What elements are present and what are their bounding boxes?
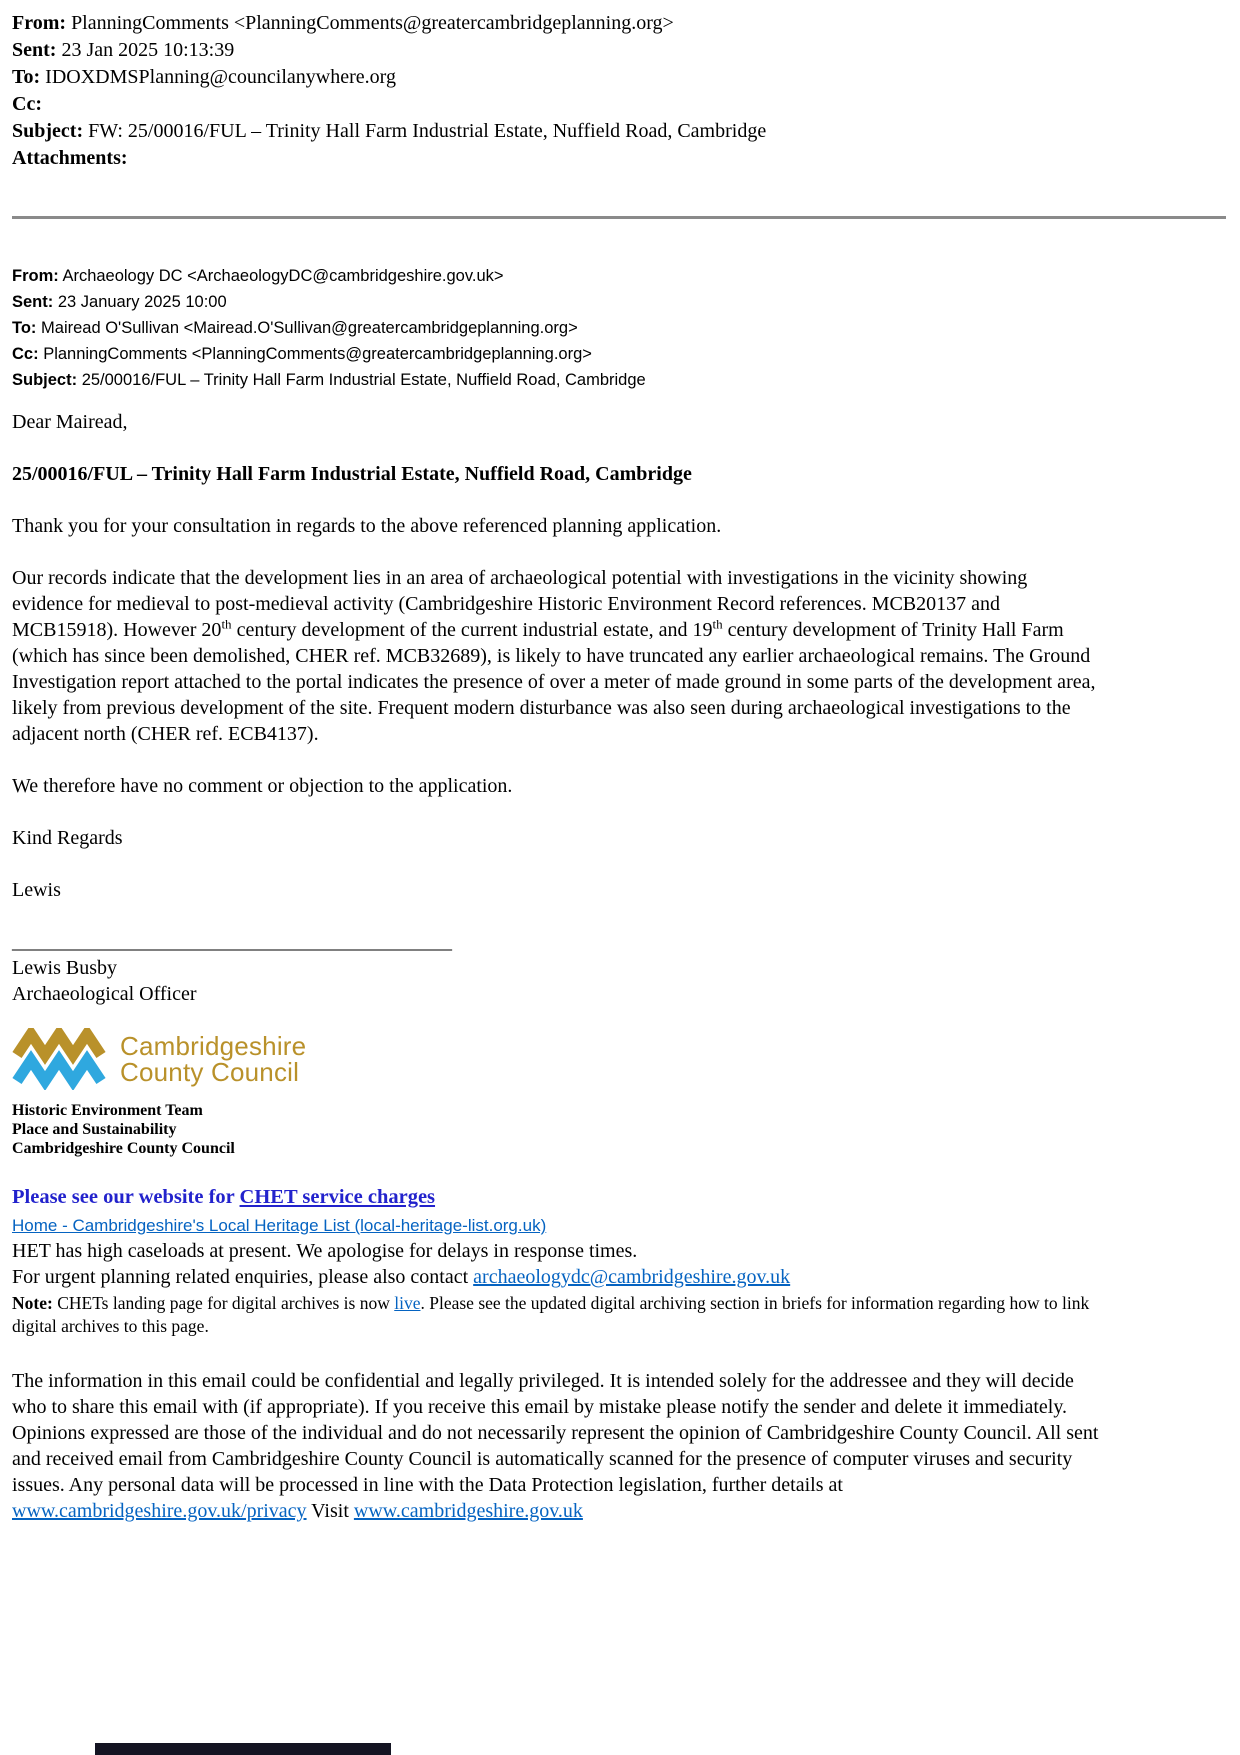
signature-first-name: Lewis <box>12 879 61 901</box>
signature-organisation: Cambridgeshire County Council <box>12 1140 235 1157</box>
inner-to-line <box>12 315 1226 341</box>
paragraph-records-text: century development of Trinity Hall Farm (which has since been demolished, CHER ref. MCB32689), is likely to have truncated any earlier archaeological remains. The Ground Investigation report attached to the portal indicates the presence of over a meter of made ground in some parts of the development area, likely from previous development of the site. Frequent modern disturbance was also seen during archaeological investigations to the adjacent north (CHER ref. ECB4137). <box>12 619 1096 745</box>
website-charges-line <box>12 1184 1102 1210</box>
urgent-prefix-text: For urgent planning related enquiries, please also contact <box>12 1266 469 1288</box>
closing: Kind Regards <box>12 827 123 849</box>
local-heritage-list-link[interactable]: Home - Cambridgeshire's Local Heritage List (local-heritage-list.org.uk) <box>12 1216 547 1235</box>
signature-title: Archaeological Officer <box>12 983 197 1005</box>
forwarded-email-header <box>12 10 1226 172</box>
signature-team: Historic Environment Team <box>12 1102 203 1119</box>
subject-value: 25/00016/FUL – Trinity Hall Farm Industrial Estate, Nuffield Road, Cambridge <box>81 371 646 389</box>
inner-from-line <box>12 263 1226 289</box>
caseloads-notice: HET has high caseloads at present. We apologise for delays in response times. <box>12 1240 638 1262</box>
inner-cc-line <box>12 341 1226 367</box>
paragraph-records-text: Our records indicate that the development lies in an area of archaeological potential with investigations in the vicinity showing evidence for medieval to post-medieval activity (Cambridgeshire Historic Environment Record references. MCB20137 and MCB15918). However 20 <box>12 567 1028 641</box>
superscript-th: th <box>712 616 723 632</box>
from-value: PlanningComments <PlanningComments@greatercambridgeplanning.org> <box>71 12 674 34</box>
from-label: From: <box>12 267 59 285</box>
outer-to-line <box>12 64 1226 91</box>
outer-from-line <box>12 10 1226 37</box>
disclaimer-text: The information in this email could be confidential and legally privileged. It is intended solely for the addressee and they will decide who to share this email with (if appropriate). If you receive this email by mistake please notify the sender and delete it immediately. Opinions expressed are those of the individual and do not necessarily represent the opinion of Cambridgeshire County Council. All sent and received email from Cambridgeshire County Council is automatically scanned for the presence of computer viruses and security issues. Any personal data will be processed in line with the Data Protection legislation, further details at <box>12 1370 1099 1496</box>
cropped-image-fragment <box>95 1743 391 1755</box>
to-label: To: <box>12 319 37 337</box>
logo-waves-icon <box>12 1028 108 1090</box>
from-value: Archaeology DC <ArchaeologyDC@cambridgeshire.gov.uk> <box>62 267 504 285</box>
digital-archives-note <box>12 1292 1102 1338</box>
paragraph-thanks: Thank you for your consultation in regards to the above referenced planning application. <box>12 515 722 537</box>
email-body <box>12 409 1102 1007</box>
archaeologydc-email-link[interactable]: archaeologydc@cambridgeshire.gov.uk <box>473 1266 791 1288</box>
to-value: Mairead O'Sullivan <Mairead.O'Sullivan@greatercambridgeplanning.org> <box>41 319 578 337</box>
inner-sent-line <box>12 289 1226 315</box>
subject-label: Subject: <box>12 120 84 142</box>
urgent-enquiries-line <box>12 1264 1102 1290</box>
cc-label: Cc: <box>12 345 39 363</box>
paragraph-no-objection: We therefore have no comment or objection to the application. <box>12 775 513 797</box>
heritage-list-line <box>12 1213 1102 1238</box>
note-label: Note: <box>12 1293 53 1313</box>
attachments-label: Attachments: <box>12 147 128 169</box>
to-value: IDOXDMSPlanning@councilanywhere.org <box>45 66 396 88</box>
outer-sent-line <box>12 37 1226 64</box>
live-link[interactable]: live <box>394 1293 421 1313</box>
disclaimer-text: Visit <box>306 1500 354 1522</box>
sent-label: Sent: <box>12 293 54 311</box>
subject-label: Subject: <box>12 371 78 389</box>
legal-disclaimer <box>12 1368 1104 1524</box>
county-council-logo <box>12 1027 1226 1091</box>
logo-text-line2: County Council <box>120 1057 300 1087</box>
website-prefix-text: Please see our website for <box>12 1186 235 1208</box>
logo-text-line1: Cambridgeshire <box>120 1031 307 1061</box>
council-website-link[interactable]: www.cambridgeshire.gov.uk <box>353 1500 583 1522</box>
cc-value: PlanningComments <PlanningComments@greatercambridgeplanning.org> <box>43 345 592 363</box>
sent-label: Sent: <box>12 39 57 61</box>
superscript-th: th <box>221 616 232 632</box>
subject-value: FW: 25/00016/FUL – Trinity Hall Farm Industrial Estate, Nuffield Road, Cambridge <box>88 120 767 142</box>
cc-label: Cc: <box>12 93 42 115</box>
outer-cc-line <box>12 91 1226 118</box>
original-email-header <box>12 263 1226 393</box>
chet-service-charges-link[interactable]: CHET service charges <box>239 1186 436 1208</box>
note-text: . Please see the updated digital archiving section in briefs for information regarding how to link digital archives to this page. <box>12 1293 1090 1336</box>
subject-heading: 25/00016/FUL – Trinity Hall Farm Industrial Estate, Nuffield Road, Cambridge <box>12 463 692 485</box>
header-divider-rule <box>12 216 1226 219</box>
signature-block <box>12 1101 1226 1158</box>
privacy-policy-link[interactable]: www.cambridgeshire.gov.uk/privacy <box>12 1500 307 1522</box>
paragraph-records <box>12 565 1102 747</box>
signature-divider: ____________________________________________ <box>12 931 452 953</box>
from-label: From: <box>12 12 67 34</box>
links-section <box>12 1184 1102 1338</box>
note-text: CHETs landing page for digital archives is now <box>52 1293 390 1313</box>
sent-value: 23 Jan 2025 10:13:39 <box>61 39 235 61</box>
outer-subject-line <box>12 118 1226 145</box>
paragraph-records-text: century development of the current industrial estate, and 19 <box>231 619 713 641</box>
greeting: Dear Mairead, <box>12 411 128 433</box>
signature-fullname: Lewis Busby <box>12 957 117 979</box>
sent-value: 23 January 2025 10:00 <box>57 293 227 311</box>
to-label: To: <box>12 66 41 88</box>
outer-attachments-line <box>12 145 1226 172</box>
inner-subject-line <box>12 367 1226 393</box>
signature-department: Place and Sustainability <box>12 1121 177 1138</box>
logo-wordmark <box>120 1033 306 1085</box>
